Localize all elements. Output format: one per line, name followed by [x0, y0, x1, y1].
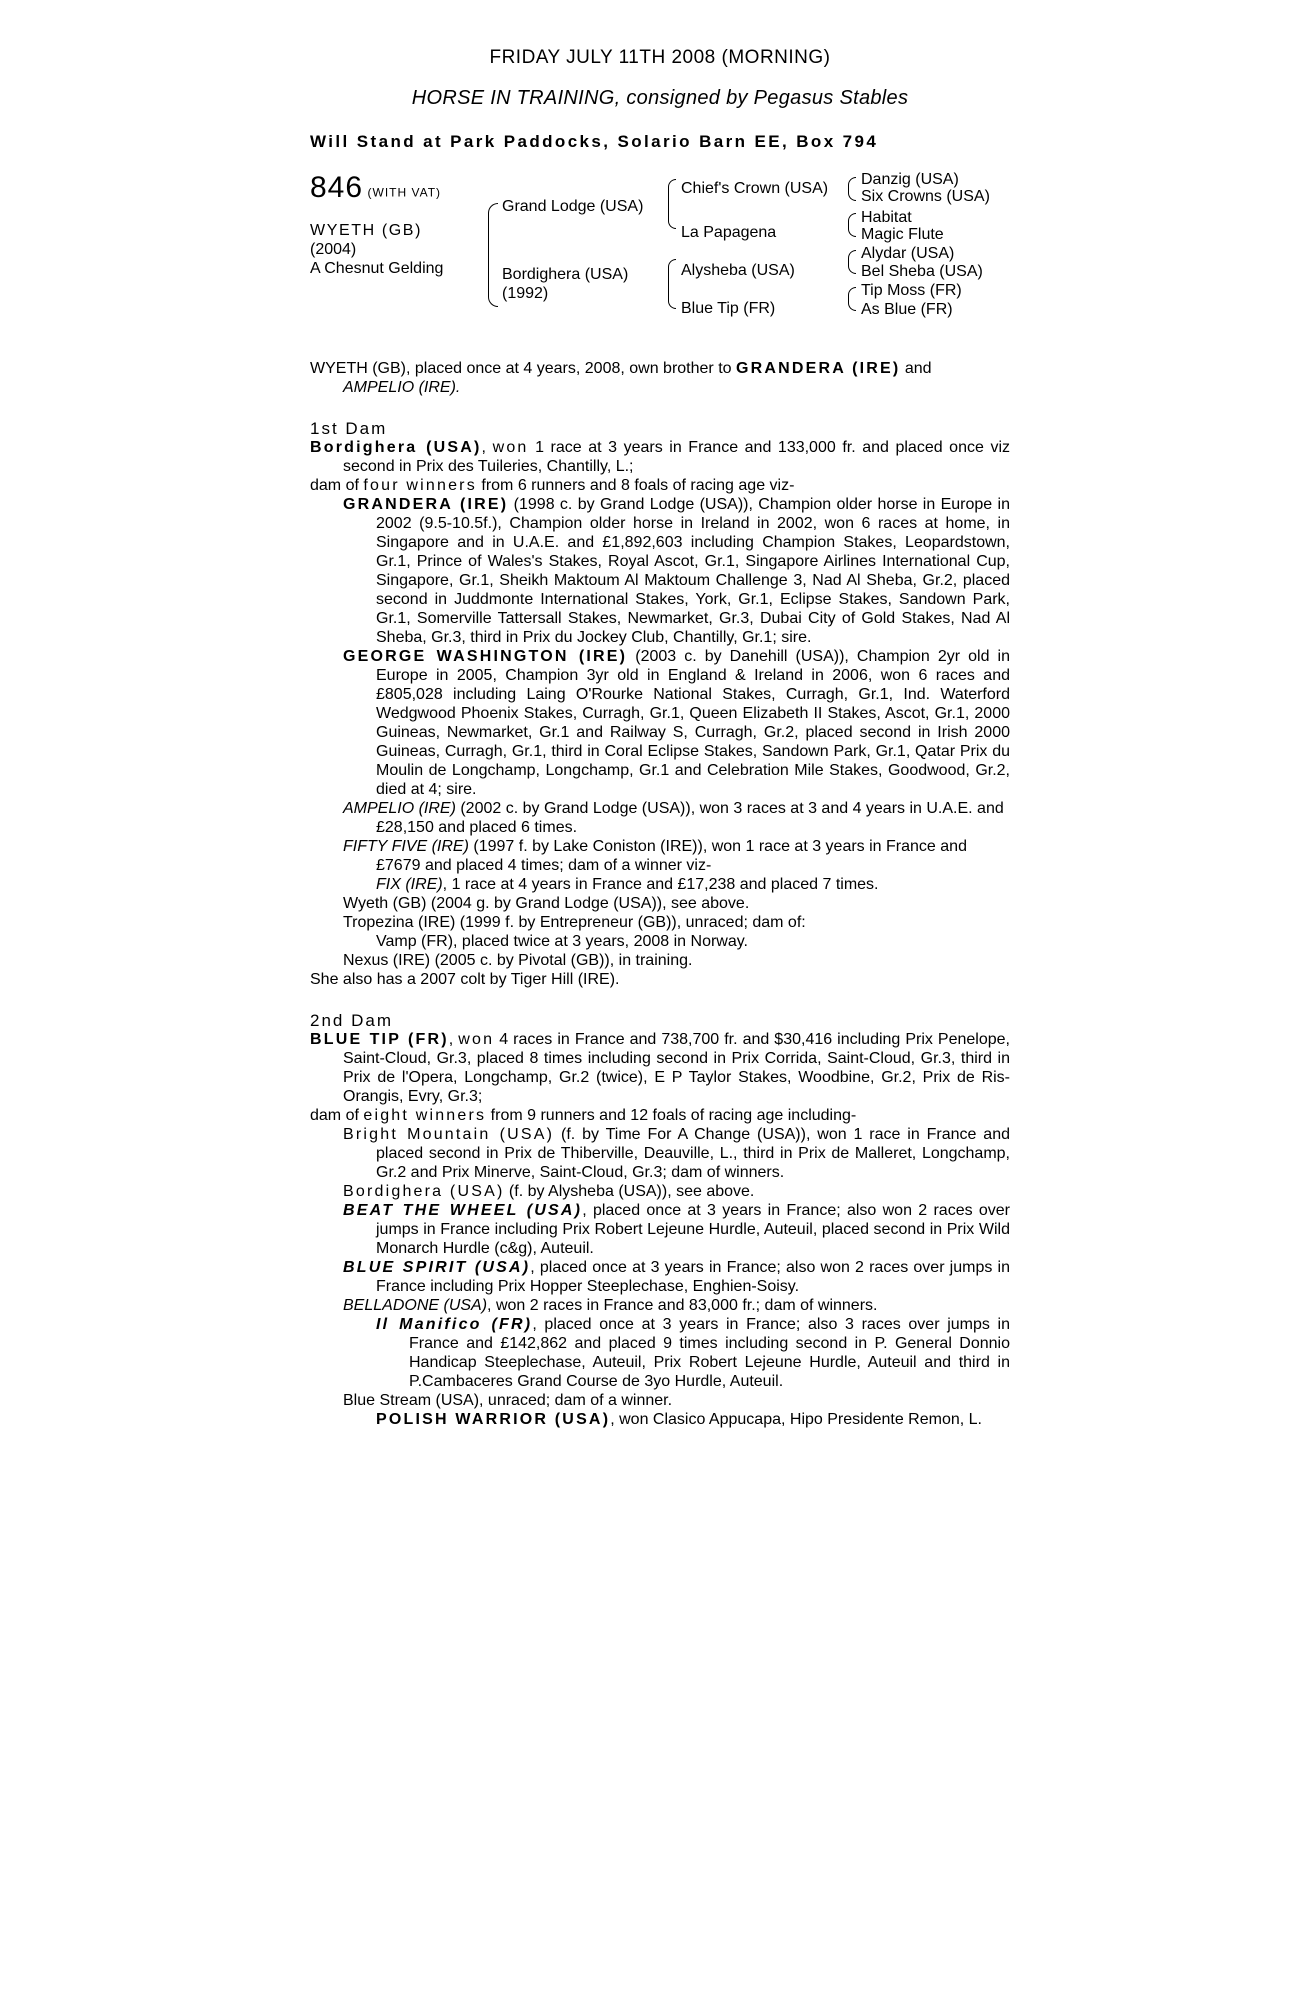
- produce-item: Vamp (FR), placed twice at 3 years, 2008 in Norway.: [376, 933, 748, 950]
- produce-name: POLISH WARRIOR (USA): [376, 1411, 611, 1428]
- produce-name: FIFTY FIVE (IRE): [343, 838, 469, 855]
- produce-item: [310, 647, 1010, 799]
- sire-sire-dam: Six Crowns (USA): [861, 188, 990, 205]
- first-dam-text: 1 race at 3 years in France and 133,000 fr. and placed once viz second in Prix des Tuileries, Chantilly, L.;: [343, 439, 1010, 475]
- winners-count: eight winners: [363, 1107, 487, 1124]
- first-dam-produce-intro: [310, 476, 1010, 495]
- produce-text: , placed once at 3 years in France; also won 2 races over jumps in France including Prix Robert Lejeune Hurdle, Auteuil, placed second in Prix Wild Monarch Hurdle (c&g), Auteuil.: [376, 1202, 1011, 1257]
- produce-name: Il Manifico (FR): [376, 1316, 533, 1333]
- produce-name: GEORGE WASHINGTON (IRE): [343, 648, 628, 665]
- produce-name: FIX (IRE): [376, 876, 443, 893]
- dam-dam-dam: As Blue (FR): [861, 301, 953, 318]
- produce-text: (2003 c. by Danehill (USA)), Champion 2yr old in Europe in 2005, Champion 3yr old in England & Ireland in 2006, won 6 races and £805,028 including Laing O'Rourke National Stakes, Curragh, Gr.1, Ind. Waterford Wedgwood Phoenix Stakes, Curragh, Gr.1, Queen Elizabeth II Stakes, Ascot, Gr.1, 2000 Guineas, Newmarket, Gr.1 and Railway S, Curragh, Gr.2, placed second in Irish 2000 Guineas, Curragh, Gr.1, third in Coral Eclipse Stakes, Sandown Park, Gr.1, Qatar Prix du Moulin de Longchamp, Longchamp, Gr.1 and Celebration Mile Stakes, Goodwood, Gr.2, died at 4; sire.: [376, 648, 1011, 798]
- brace-sd: [848, 213, 856, 237]
- won-label: won: [492, 439, 529, 456]
- dam-sire-sire: Alydar (USA): [861, 245, 955, 262]
- second-dam-name: BLUE TIP (FR): [310, 1031, 449, 1048]
- summary-text: WYETH (GB), placed once at 4 years, 2008, own brother to: [310, 360, 736, 377]
- brace-ss: [848, 177, 856, 201]
- produce-item: Wyeth (GB) (2004 g. by Grand Lodge (USA)), see above.: [343, 895, 750, 912]
- runners-text: from 6 runners and 8 foals of racing age viz-: [476, 477, 795, 494]
- produce-text: (1997 f. by Lake Coniston (IRE)), won 1 race at 3 years in France and £7679 and placed 4 times; dam of a winner viz-: [376, 838, 967, 874]
- lot-number: 846: [310, 171, 364, 204]
- second-dam-text: 4 races in France and 738,700 fr. and $30,416 including Prix Penelope, Saint-Cloud, Gr.3, placed 8 times including second in Prix Corrida, Saint-Cloud, Gr.3, third in Prix de l'Opera, Longchamp, Gr.2 (twice), E P Taylor Stakes, Woodbine, Gr.2, Prix de Ris-Orangis, Evry, Gr.3;: [343, 1031, 1010, 1105]
- first-dam-name: Bordighera (USA): [310, 439, 482, 456]
- sibling-name-2: AMPELIO (IRE).: [343, 379, 461, 396]
- won-label: won: [458, 1031, 495, 1048]
- dam-year: (1992): [502, 285, 549, 302]
- brace-gen1: [488, 203, 498, 307]
- produce-item: Tropezina (IRE) (1999 f. by Entrepreneur (GB)), unraced; dam of:: [343, 914, 806, 931]
- first-dam-heading: 1st Dam: [310, 419, 388, 438]
- produce-item: [310, 799, 1010, 837]
- brace-dd: [848, 287, 856, 311]
- pedigree-table: [310, 173, 1010, 341]
- sibling-name: GRANDERA (IRE): [735, 360, 901, 377]
- dam-of-label: dam of: [310, 1107, 364, 1124]
- horse-summary: [310, 359, 1010, 397]
- dam: Bordighera (USA): [502, 266, 629, 283]
- produce-text: , won 2 races in France and 83,000 fr.; dam of winners.: [487, 1297, 878, 1314]
- produce-text: (2002 c. by Grand Lodge (USA)), won 3 races at 3 and 4 years in U.A.E. and £28,150 and placed 6 times.: [376, 800, 1004, 836]
- produce-item: [310, 1410, 1010, 1429]
- produce-text: , placed once at 3 years in France; also won 2 races over jumps in France including Prix Hopper Steeplechase, Enghien-Soisy.: [376, 1259, 1010, 1295]
- produce-text: , won Clasico Appucapa, Hipo Presidente Remon, L.: [610, 1411, 982, 1428]
- dam-of-label: dam of: [310, 477, 364, 494]
- produce-text: , 1 race at 4 years in France and £17,238 and placed 7 times.: [442, 876, 879, 893]
- dam-dam-sire: Tip Moss (FR): [861, 282, 962, 299]
- horse-description: A Chesnut Gelding: [310, 260, 444, 277]
- sale-date: FRIDAY JULY 11TH 2008 (MORNING): [489, 47, 831, 68]
- stand-location: Will Stand at Park Paddocks, Solario Barn EE, Box 794: [310, 132, 879, 151]
- horse-year: (2004): [310, 241, 357, 258]
- produce-item: Nexus (IRE) (2005 c. by Pivotal (GB)), in training.: [343, 952, 693, 969]
- produce-name: BELLADONE (USA): [343, 1297, 488, 1314]
- sire-dam-sire: Habitat: [861, 209, 912, 226]
- produce-name: BEAT THE WHEEL (USA): [343, 1202, 583, 1219]
- produce-name: AMPELIO (IRE): [343, 800, 456, 817]
- produce-item: [310, 1201, 1010, 1258]
- sire-sire-sire: Danzig (USA): [861, 171, 959, 188]
- produce-text: (f. by Time For A Change (USA)), won 1 race in France and placed second in Prix de Thiberville, Deauville, L., third in Prix de Malleret, Longchamp, Gr.2 and Prix Minerve, Saint-Cloud, Gr.3; dam of winners.: [376, 1126, 1010, 1181]
- second-dam-record: BLUE TIP (FR), won 4 races in France and 738,700 fr. and $30,416 including Prix Penelope, Saint-Cloud, Gr.3, placed 8 times including second in Prix Corrida, Saint-Cloud, Gr.3, third in Prix de l'Opera, Longchamp, Gr.2 (twice), E P Taylor Stakes, Woodbine, Gr.2, Prix de Ris-Orangis, Evry, Gr.3;: [310, 1031, 1010, 1105]
- produce-item: [310, 1296, 1010, 1315]
- produce-item: [310, 1258, 1010, 1296]
- vat-note: (WITH VAT): [367, 185, 442, 200]
- lot-number-line: [310, 173, 441, 203]
- runners-text: from 9 runners and 12 foals of racing age including-: [486, 1107, 857, 1124]
- produce-name: Bordighera (USA): [343, 1183, 505, 1200]
- produce-name: Bright Mountain (USA): [343, 1126, 555, 1143]
- sire-dam: La Papagena: [681, 224, 777, 241]
- second-dam-produce-intro: [310, 1106, 1010, 1125]
- produce-name: GRANDERA (IRE): [343, 496, 509, 513]
- second-dam-heading: 2nd Dam: [310, 1011, 393, 1030]
- horse-name: WYETH (GB): [310, 222, 422, 239]
- catalogue-page: [310, 40, 1010, 1429]
- produce-item: [310, 1125, 1010, 1182]
- brace-sire: [668, 179, 676, 229]
- lot-heading: HORSE IN TRAINING, consigned by Pegasus Stables: [411, 87, 909, 109]
- brace-dam: [668, 259, 676, 309]
- produce-item: Blue Stream (USA), unraced; dam of a winner.: [343, 1392, 673, 1409]
- winners-count: four winners: [363, 477, 477, 494]
- dam-sire-dam: Bel Sheba (USA): [861, 263, 983, 280]
- produce-text: (1998 c. by Grand Lodge (USA)), Champion older horse in Europe in 2002 (9.5-10.5f.), Champion older horse in Ireland in 2002, won 6 races at home, in Singapore and in U.A.E. and £1,892,603 including Champion Stakes, Leopardstown, Gr.1, Prince of Wales's Stakes, Royal Ascot, Gr.1, Singapore Airlines International Cup, Singapore, Gr.1, Sheikh Maktoum Al Maktoum Challenge 3, Nad Al Sheba, Gr.2, placed second in Juddmonte International Stakes, York, Gr.1, Eclipse Stakes, Sandown Park, Gr.1, Somerville Tattersall Stakes, Newmarket, Gr.3, Dubai City of Gold Stakes, Nad Al Sheba, Gr.3, third in Prix du Jockey Club, Chantilly, Gr.1; sire.: [376, 496, 1010, 646]
- sire-dam-dam: Magic Flute: [861, 226, 944, 243]
- first-dam-record: Bordighera (USA), won 1 race at 3 years in France and 133,000 fr. and placed once viz second in Prix des Tuileries, Chantilly, L.;: [310, 439, 1010, 475]
- brace-ds: [848, 250, 856, 274]
- produce-item: [310, 1182, 1010, 1201]
- produce-text: (f. by Alysheba (USA)), see above.: [504, 1183, 755, 1200]
- sire: Grand Lodge (USA): [502, 198, 644, 215]
- produce-item: [310, 1315, 1010, 1391]
- produce-text: , placed once at 3 years in France; also 3 races over jumps in France and £142,862 and placed 9 times including second in P. General Donnio Handicap Steeplechase, Auteuil, Prix Robert Lejeune Hurdle, Auteuil and third in P.Cambaceres Grand Course de 3yo Hurdle, Auteuil.: [409, 1316, 1010, 1390]
- produce-item: [310, 495, 1010, 647]
- dam-dam: Blue Tip (FR): [681, 300, 776, 317]
- sire-sire: Chief's Crown (USA): [681, 180, 829, 197]
- dam-sire: Alysheba (USA): [681, 262, 795, 279]
- summary-text-end: and: [900, 360, 932, 377]
- produce-item: [310, 837, 1010, 875]
- also-has-note: She also has a 2007 colt by Tiger Hill (IRE).: [310, 971, 620, 988]
- produce-name: BLUE SPIRIT (USA): [343, 1259, 531, 1276]
- produce-item: [310, 875, 1010, 894]
